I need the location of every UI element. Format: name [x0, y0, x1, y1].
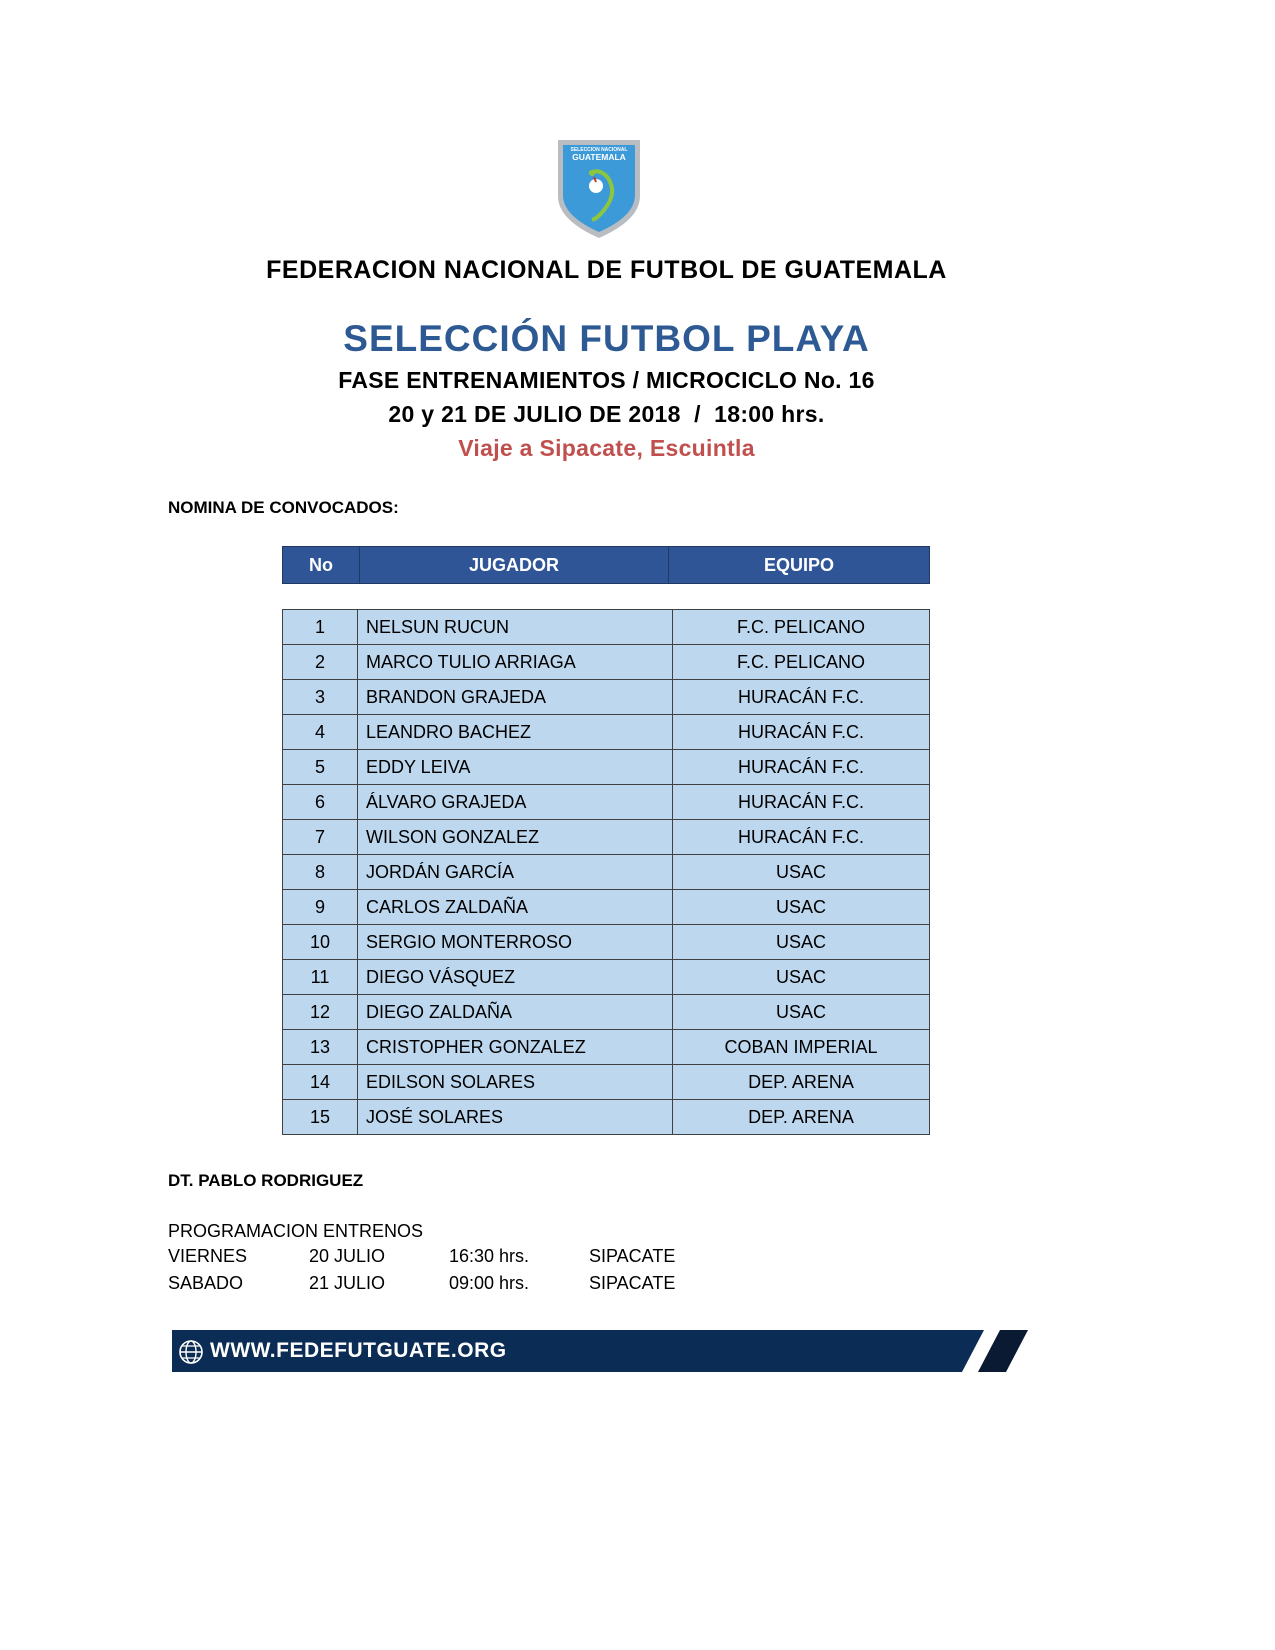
coach-name: DT. PABLO RODRIGUEZ: [168, 1171, 364, 1190]
roster-table: [282, 609, 930, 1135]
website-link[interactable]: WWW.FEDEFUTGUATE.ORG: [210, 1339, 507, 1362]
col-header-team: EQUIPO: [669, 547, 930, 584]
player-number: 2: [283, 645, 358, 680]
table-row: [283, 890, 930, 925]
table-row: [283, 820, 930, 855]
table-row: [283, 610, 930, 645]
table-row: [283, 645, 930, 680]
table-row: [283, 925, 930, 960]
table-row: [283, 715, 930, 750]
player-number: 12: [283, 995, 358, 1030]
schedule-day: VIERNES: [168, 1246, 248, 1266]
table-row: [283, 750, 930, 785]
player-number: 11: [283, 960, 358, 995]
schedule-place: SIPACATE: [589, 1273, 676, 1293]
player-number: 6: [283, 785, 358, 820]
table-row: [283, 855, 930, 890]
schedule-day: SABADO: [168, 1273, 244, 1293]
player-team: F.C. PELICANO: [673, 645, 930, 680]
player-name: JOSÉ SOLARES: [358, 1100, 673, 1135]
player-team: F.C. PELICANO: [673, 610, 930, 645]
table-row: [283, 1100, 930, 1135]
crest-text-main: GUATEMALA: [572, 152, 626, 162]
player-name: DIEGO VÁSQUEZ: [358, 960, 673, 995]
player-team: COBAN IMPERIAL: [673, 1030, 930, 1065]
table-row: [283, 1065, 930, 1100]
selection-title: SELECCIÓN FUTBOL PLAYA: [343, 318, 870, 359]
player-team: HURACÁN F.C.: [673, 820, 930, 855]
table-row: [283, 785, 930, 820]
player-team: HURACÁN F.C.: [673, 715, 930, 750]
globe-icon: [178, 1339, 204, 1365]
player-name: NELSUN RUCUN: [358, 610, 673, 645]
footer-banner: [172, 1330, 1032, 1372]
table-row: [283, 680, 930, 715]
player-number: 14: [283, 1065, 358, 1100]
phase-subtitle: FASE ENTRENAMIENTOS / MICROCICLO No. 16: [338, 367, 875, 393]
player-team: USAC: [673, 890, 930, 925]
player-team: DEP. ARENA: [673, 1065, 930, 1100]
player-number: 4: [283, 715, 358, 750]
table-row: [283, 960, 930, 995]
player-team: HURACÁN F.C.: [673, 680, 930, 715]
player-name: MARCO TULIO ARRIAGA: [358, 645, 673, 680]
schedule-time: 16:30 hrs.: [449, 1246, 530, 1266]
player-name: DIEGO ZALDAÑA: [358, 995, 673, 1030]
player-number: 8: [283, 855, 358, 890]
player-team: USAC: [673, 855, 930, 890]
player-number: 10: [283, 925, 358, 960]
schedule-title: PROGRAMACION ENTRENOS: [168, 1221, 424, 1241]
player-number: 7: [283, 820, 358, 855]
player-name: CARLOS ZALDAÑA: [358, 890, 673, 925]
player-number: 3: [283, 680, 358, 715]
player-name: WILSON GONZALEZ: [358, 820, 673, 855]
trip-subtitle: Viaje a Sipacate, Escuintla: [458, 435, 755, 461]
player-number: 15: [283, 1100, 358, 1135]
player-name: EDILSON SOLARES: [358, 1065, 673, 1100]
schedule-date: 21 JULIO: [309, 1273, 386, 1293]
player-team: USAC: [673, 925, 930, 960]
federation-title: FEDERACION NACIONAL DE FUTBOL DE GUATEMALA: [266, 256, 947, 284]
player-team: DEP. ARENA: [673, 1100, 930, 1135]
player-number: 9: [283, 890, 358, 925]
player-number: 13: [283, 1030, 358, 1065]
player-team: USAC: [673, 995, 930, 1030]
date-subtitle: 20 y 21 DE JULIO DE 2018 / 18:00 hrs.: [388, 401, 825, 427]
crest-text-top: SELECCION NACIONAL: [570, 147, 628, 153]
col-header-no: No: [283, 547, 360, 584]
player-team: USAC: [673, 960, 930, 995]
player-team: HURACÁN F.C.: [673, 785, 930, 820]
player-name: EDDY LEIVA: [358, 750, 673, 785]
schedule-date: 20 JULIO: [309, 1246, 386, 1266]
player-name: CRISTOPHER GONZALEZ: [358, 1030, 673, 1065]
player-name: SERGIO MONTERROSO: [358, 925, 673, 960]
player-name: ÁLVARO GRAJEDA: [358, 785, 673, 820]
col-header-player: JUGADOR: [360, 547, 669, 584]
player-name: LEANDRO BACHEZ: [358, 715, 673, 750]
player-name: JORDÁN GARCÍA: [358, 855, 673, 890]
schedule-time: 09:00 hrs.: [449, 1273, 530, 1293]
table-row: [283, 1030, 930, 1065]
player-team: HURACÁN F.C.: [673, 750, 930, 785]
nomina-label: NOMINA DE CONVOCADOS:: [168, 498, 399, 517]
player-number: 5: [283, 750, 358, 785]
schedule-place: SIPACATE: [589, 1246, 676, 1266]
table-row: [283, 995, 930, 1030]
player-number: 1: [283, 610, 358, 645]
roster-table-header: [282, 546, 930, 584]
player-name: BRANDON GRAJEDA: [358, 680, 673, 715]
federation-crest-logo: [556, 138, 642, 240]
